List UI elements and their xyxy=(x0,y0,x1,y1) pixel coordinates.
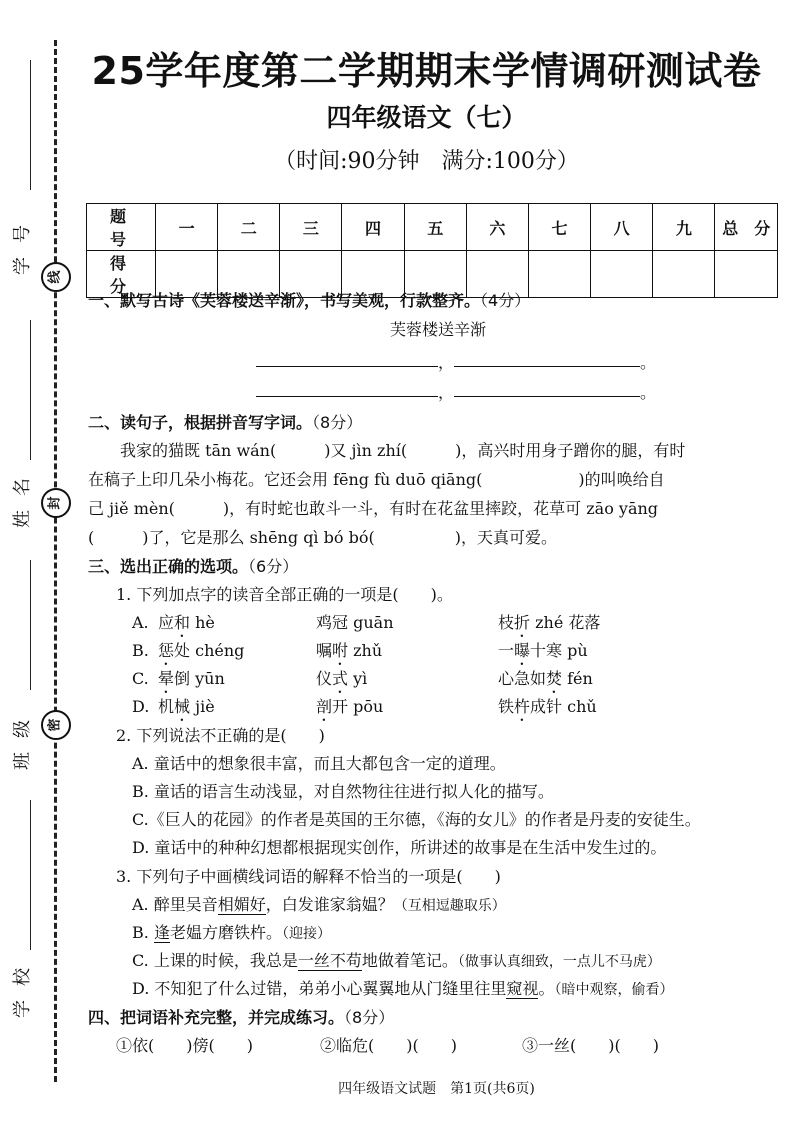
score-header: 得 分 xyxy=(87,251,156,298)
word-text: 应 xyxy=(158,613,175,632)
word-text: 嘱 xyxy=(316,641,333,660)
option-d: D. 童话中的种种幻想都根据现实创作，所讲述的故事是在生活中发生过的。 xyxy=(132,838,667,857)
option-row xyxy=(88,693,788,721)
option-text: ，白发谁家翁媪？ xyxy=(265,895,394,914)
col-6: 六 xyxy=(466,204,528,251)
option-label: C. xyxy=(132,669,149,688)
word-text: yì xyxy=(348,669,368,688)
score-table xyxy=(86,203,778,298)
fill-line-name xyxy=(30,320,31,460)
fill-line-school xyxy=(30,800,31,950)
col-3: 三 xyxy=(280,204,342,251)
underlined-word: 窥视 xyxy=(506,979,539,998)
option-row xyxy=(88,637,788,665)
student-id-label: 号 学 xyxy=(12,225,33,275)
answer-blank[interactable] xyxy=(256,396,438,397)
word-text: zhé 花落 xyxy=(530,613,601,632)
dotted-character: 焚 xyxy=(546,669,563,688)
word-text: guān xyxy=(348,613,394,632)
fill-line-class xyxy=(30,560,31,690)
option-text: C. 上课的时候，我总是 xyxy=(132,951,298,970)
word-text: 鸡冠 xyxy=(316,613,349,632)
option-a: A. 童话中的想象很丰富，而且大都包含一定的道理。 xyxy=(132,754,506,773)
pinyin-passage-line: ( )了，它是那么 shēng qì bó bó( )，天真可爱。 xyxy=(88,528,557,547)
word-pinyin-pair xyxy=(316,693,383,725)
word-text: 倒 yūn xyxy=(174,669,225,688)
dotted-character: 折 xyxy=(514,613,531,632)
period: 。 xyxy=(640,383,657,402)
option-text: 老媪方磨铁杵。 xyxy=(169,923,282,942)
poem-title: 芙蓉楼送辛渐 xyxy=(389,320,486,339)
exam-subtitle: 四年级语文（七） xyxy=(326,103,527,132)
seal-mark-xian: 线 xyxy=(41,262,71,292)
option-text: D. 不知犯了什么过错，弟弟小心翼翼地从门缝里往里 xyxy=(132,979,507,998)
underlined-word: 一丝不苟 xyxy=(297,951,362,970)
option-text: 。 xyxy=(538,979,555,998)
option-row xyxy=(88,947,788,975)
word-item-3: ③一丝( )( ) xyxy=(522,1036,659,1055)
pinyin-passage-line: 己 jiě mèn( )，有时蛇也敢斗一斗，有时在花盆里摔跤，花草可 zāo yāng xyxy=(88,499,659,518)
dotted-character: 和 xyxy=(174,613,191,632)
word-text: zhǔ xyxy=(348,641,383,660)
school-label: 校 学 xyxy=(12,968,33,1018)
word-item-1: ①依( )傍( ) xyxy=(116,1036,253,1055)
comma: ， xyxy=(438,383,455,402)
col-total: 总 分 xyxy=(715,204,778,251)
col-8: 八 xyxy=(591,204,653,251)
option-text: B. xyxy=(132,923,154,942)
explanation: （迎接） xyxy=(281,926,331,942)
underlined-word: 逢 xyxy=(153,923,170,942)
dotted-character: 剖 xyxy=(316,697,333,716)
question-1: 1. 下列加点字的读音全部正确的一项是( )。 xyxy=(116,585,453,604)
exam-title: 25学年度第二学期期末学情调研测试卷 xyxy=(91,49,762,93)
dotted-character: 晕 xyxy=(158,669,175,688)
time-and-score-info: （时间:90分钟 满分:100分） xyxy=(274,149,579,174)
answer-blank[interactable] xyxy=(454,396,640,397)
word-text: 机 xyxy=(158,697,175,716)
dotted-character: 杵 xyxy=(514,697,531,716)
binding-margin xyxy=(0,0,80,1122)
col-1: 一 xyxy=(156,204,218,251)
option-label: A. xyxy=(132,613,149,632)
question-number-header: 题 号 xyxy=(87,204,156,251)
word-text: 开 pōu xyxy=(332,697,384,716)
section-4-heading: 四、把词语补充完整，并完成练习。（8分） xyxy=(88,1008,395,1027)
option-row xyxy=(88,919,788,947)
word-text: jiè xyxy=(190,697,215,716)
option-text: 地做着笔记。 xyxy=(361,951,458,970)
option-text: A. 醉里吴音 xyxy=(132,895,218,914)
word-text: 十寒 pù xyxy=(530,641,588,660)
seal-mark-feng: 封 xyxy=(41,488,71,518)
option-row xyxy=(88,665,788,693)
word-pinyin-pair xyxy=(498,693,597,725)
word-pinyin-pair xyxy=(158,693,215,725)
question-number-row xyxy=(87,204,778,251)
page-footer: 四年级语文试题 第1页(共6页) xyxy=(338,1081,535,1097)
option-row xyxy=(88,609,788,637)
explanation: （暗中观察，偷看） xyxy=(554,982,674,998)
option-c: C.《巨人的花园》的作者是英国的王尔德，《海的女儿》的作者是丹麦的安徒生。 xyxy=(132,810,701,829)
dotted-character: 惩 xyxy=(158,641,175,660)
section-1-heading: 一、默写古诗《芙蓉楼送辛渐》，书写美观，行款整齐。（4分） xyxy=(88,291,531,310)
name-label: 名 姓 xyxy=(12,478,33,528)
dotted-character: 咐 xyxy=(332,641,349,660)
word-text: hè xyxy=(190,613,215,632)
dotted-character: 式 xyxy=(332,669,349,688)
exam-content xyxy=(88,288,788,1060)
answer-blank[interactable] xyxy=(256,366,438,367)
section-2-heading: 二、读句子，根据拼音写字词。（8分） xyxy=(88,413,363,432)
underlined-word: 相媚好 xyxy=(217,895,266,914)
word-item-2: ②临危( )( ) xyxy=(320,1036,457,1055)
question-3: 3. 下列句子中画横线词语的解释不恰当的一项是( ) xyxy=(116,867,501,886)
answer-blank[interactable] xyxy=(454,366,640,367)
word-text: 仪 xyxy=(316,669,333,688)
option-label: D. xyxy=(132,697,150,716)
option-row xyxy=(88,975,788,1003)
question-2: 2. 下列说法不正确的是( ) xyxy=(116,726,325,745)
poem-line-2 xyxy=(88,376,788,406)
word-text: 枝 xyxy=(498,613,515,632)
col-9: 九 xyxy=(653,204,715,251)
explanation: （做事认真细致，一点儿不马虎） xyxy=(457,954,661,970)
comma: ， xyxy=(438,353,455,372)
pinyin-passage-line: 我家的猫既 tān wán( )又 jìn zhí( )，高兴时用身子蹭你的腿，有时 xyxy=(120,441,686,460)
col-4: 四 xyxy=(342,204,404,251)
word-text: 铁 xyxy=(498,697,515,716)
dotted-character: 械 xyxy=(174,697,191,716)
word-text: 成针 chǔ xyxy=(530,697,597,716)
section-3-heading: 三、选出正确的选项。（6分） xyxy=(88,557,299,576)
option-b: B. 童话的语言生动浅显，对自然物往往进行拟人化的描写。 xyxy=(132,782,554,801)
dotted-character: 曝 xyxy=(514,641,531,660)
word-text: 处 chéng xyxy=(174,641,245,660)
period: 。 xyxy=(640,353,657,372)
col-7: 七 xyxy=(528,204,590,251)
col-2: 二 xyxy=(218,204,280,251)
cut-line xyxy=(54,40,57,1082)
explanation: （互相逗趣取乐） xyxy=(393,898,506,914)
class-label: 级 班 xyxy=(12,720,33,770)
poem-line-1 xyxy=(88,346,788,376)
col-5: 五 xyxy=(404,204,466,251)
word-text: fén xyxy=(562,669,593,688)
seal-mark-mi: 密 xyxy=(41,710,71,740)
word-text: 一 xyxy=(498,641,515,660)
option-row xyxy=(88,891,788,919)
option-label: B. xyxy=(132,641,149,660)
fill-line-student-id xyxy=(30,60,31,190)
word-completion-row xyxy=(88,1031,788,1060)
pinyin-passage-line: 在稿子上印几朵小梅花。它还会用 fēng fù duō qiāng( )的叫唤给自 xyxy=(88,470,665,489)
word-text: 心急如 xyxy=(498,669,547,688)
